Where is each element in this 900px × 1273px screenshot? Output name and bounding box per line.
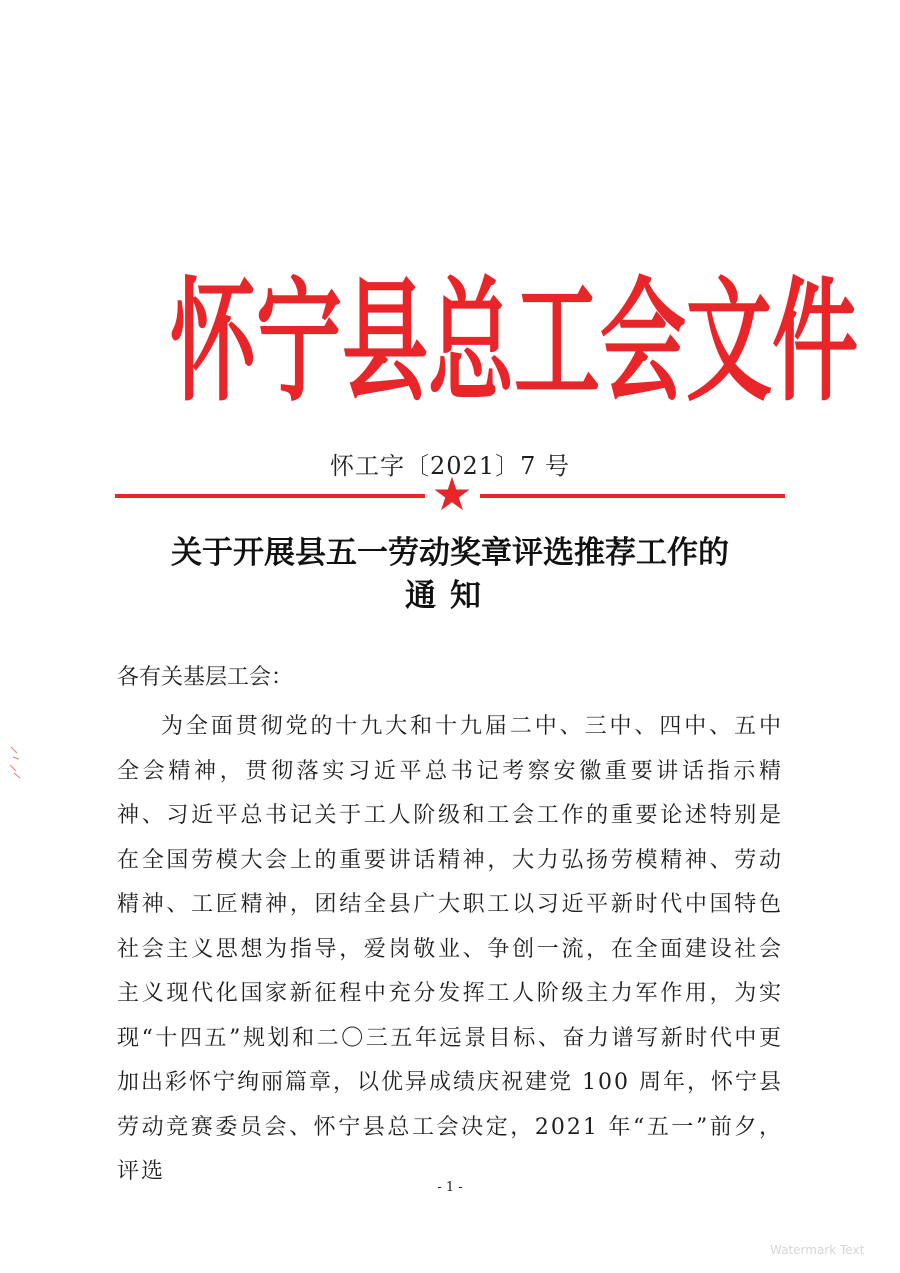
scan-margin-mark-icon: [8, 745, 22, 781]
document-title-line-2: 通知: [405, 578, 495, 614]
masthead-char: 县: [342, 265, 428, 421]
red-star-icon: ★: [431, 467, 473, 521]
masthead-char: 宁: [256, 265, 342, 421]
salutation: 各有关基层工会：: [117, 665, 294, 690]
document-number: 怀工字〔2021〕7 号: [330, 452, 570, 480]
document-masthead: [170, 265, 858, 421]
masthead-char: 怀: [170, 265, 256, 421]
masthead-char: 会: [600, 265, 686, 421]
watermark: Watermark Text: [770, 1243, 865, 1257]
page-number: - 1 -: [437, 1180, 463, 1195]
masthead-char: 件: [772, 265, 858, 421]
body-paragraph: 为全面贯彻党的十九大和十九届二中、三中、四中、五中全会精神，贯彻落实习近平总书记考察安徽重要讲话指示精神、习近平总书记关于工人阶级和工会工作的重要论述特别是在全国劳模大会上的重要讲话精神，大力弘扬劳模精神、劳动精神、工匠精神，团结全县广大职工以习近平新时代中国特色社会主义思想为指导，爱岗敬业、争创一流，在全面建设社会主义现代化国家新征程中充分发挥工人阶级主力军作用，为实现“十四五”规划和二〇三五年远景目标、奋力谱写新时代中更加出彩怀宁绚丽篇章，以优异成绩庆祝建党 100 周年，怀宁县劳动竞赛委员会、怀宁县总工会决定，2021 年“五一”前夕，评选: [117, 714, 783, 1184]
masthead-char: 总: [428, 265, 514, 421]
masthead-char: 文: [686, 265, 772, 421]
document-title-line-1: 关于开展县五一劳动奖章评选推荐工作的: [171, 535, 729, 571]
red-rule-left: [115, 494, 425, 498]
red-rule-right: [480, 494, 785, 498]
masthead-char: 工: [514, 265, 600, 421]
